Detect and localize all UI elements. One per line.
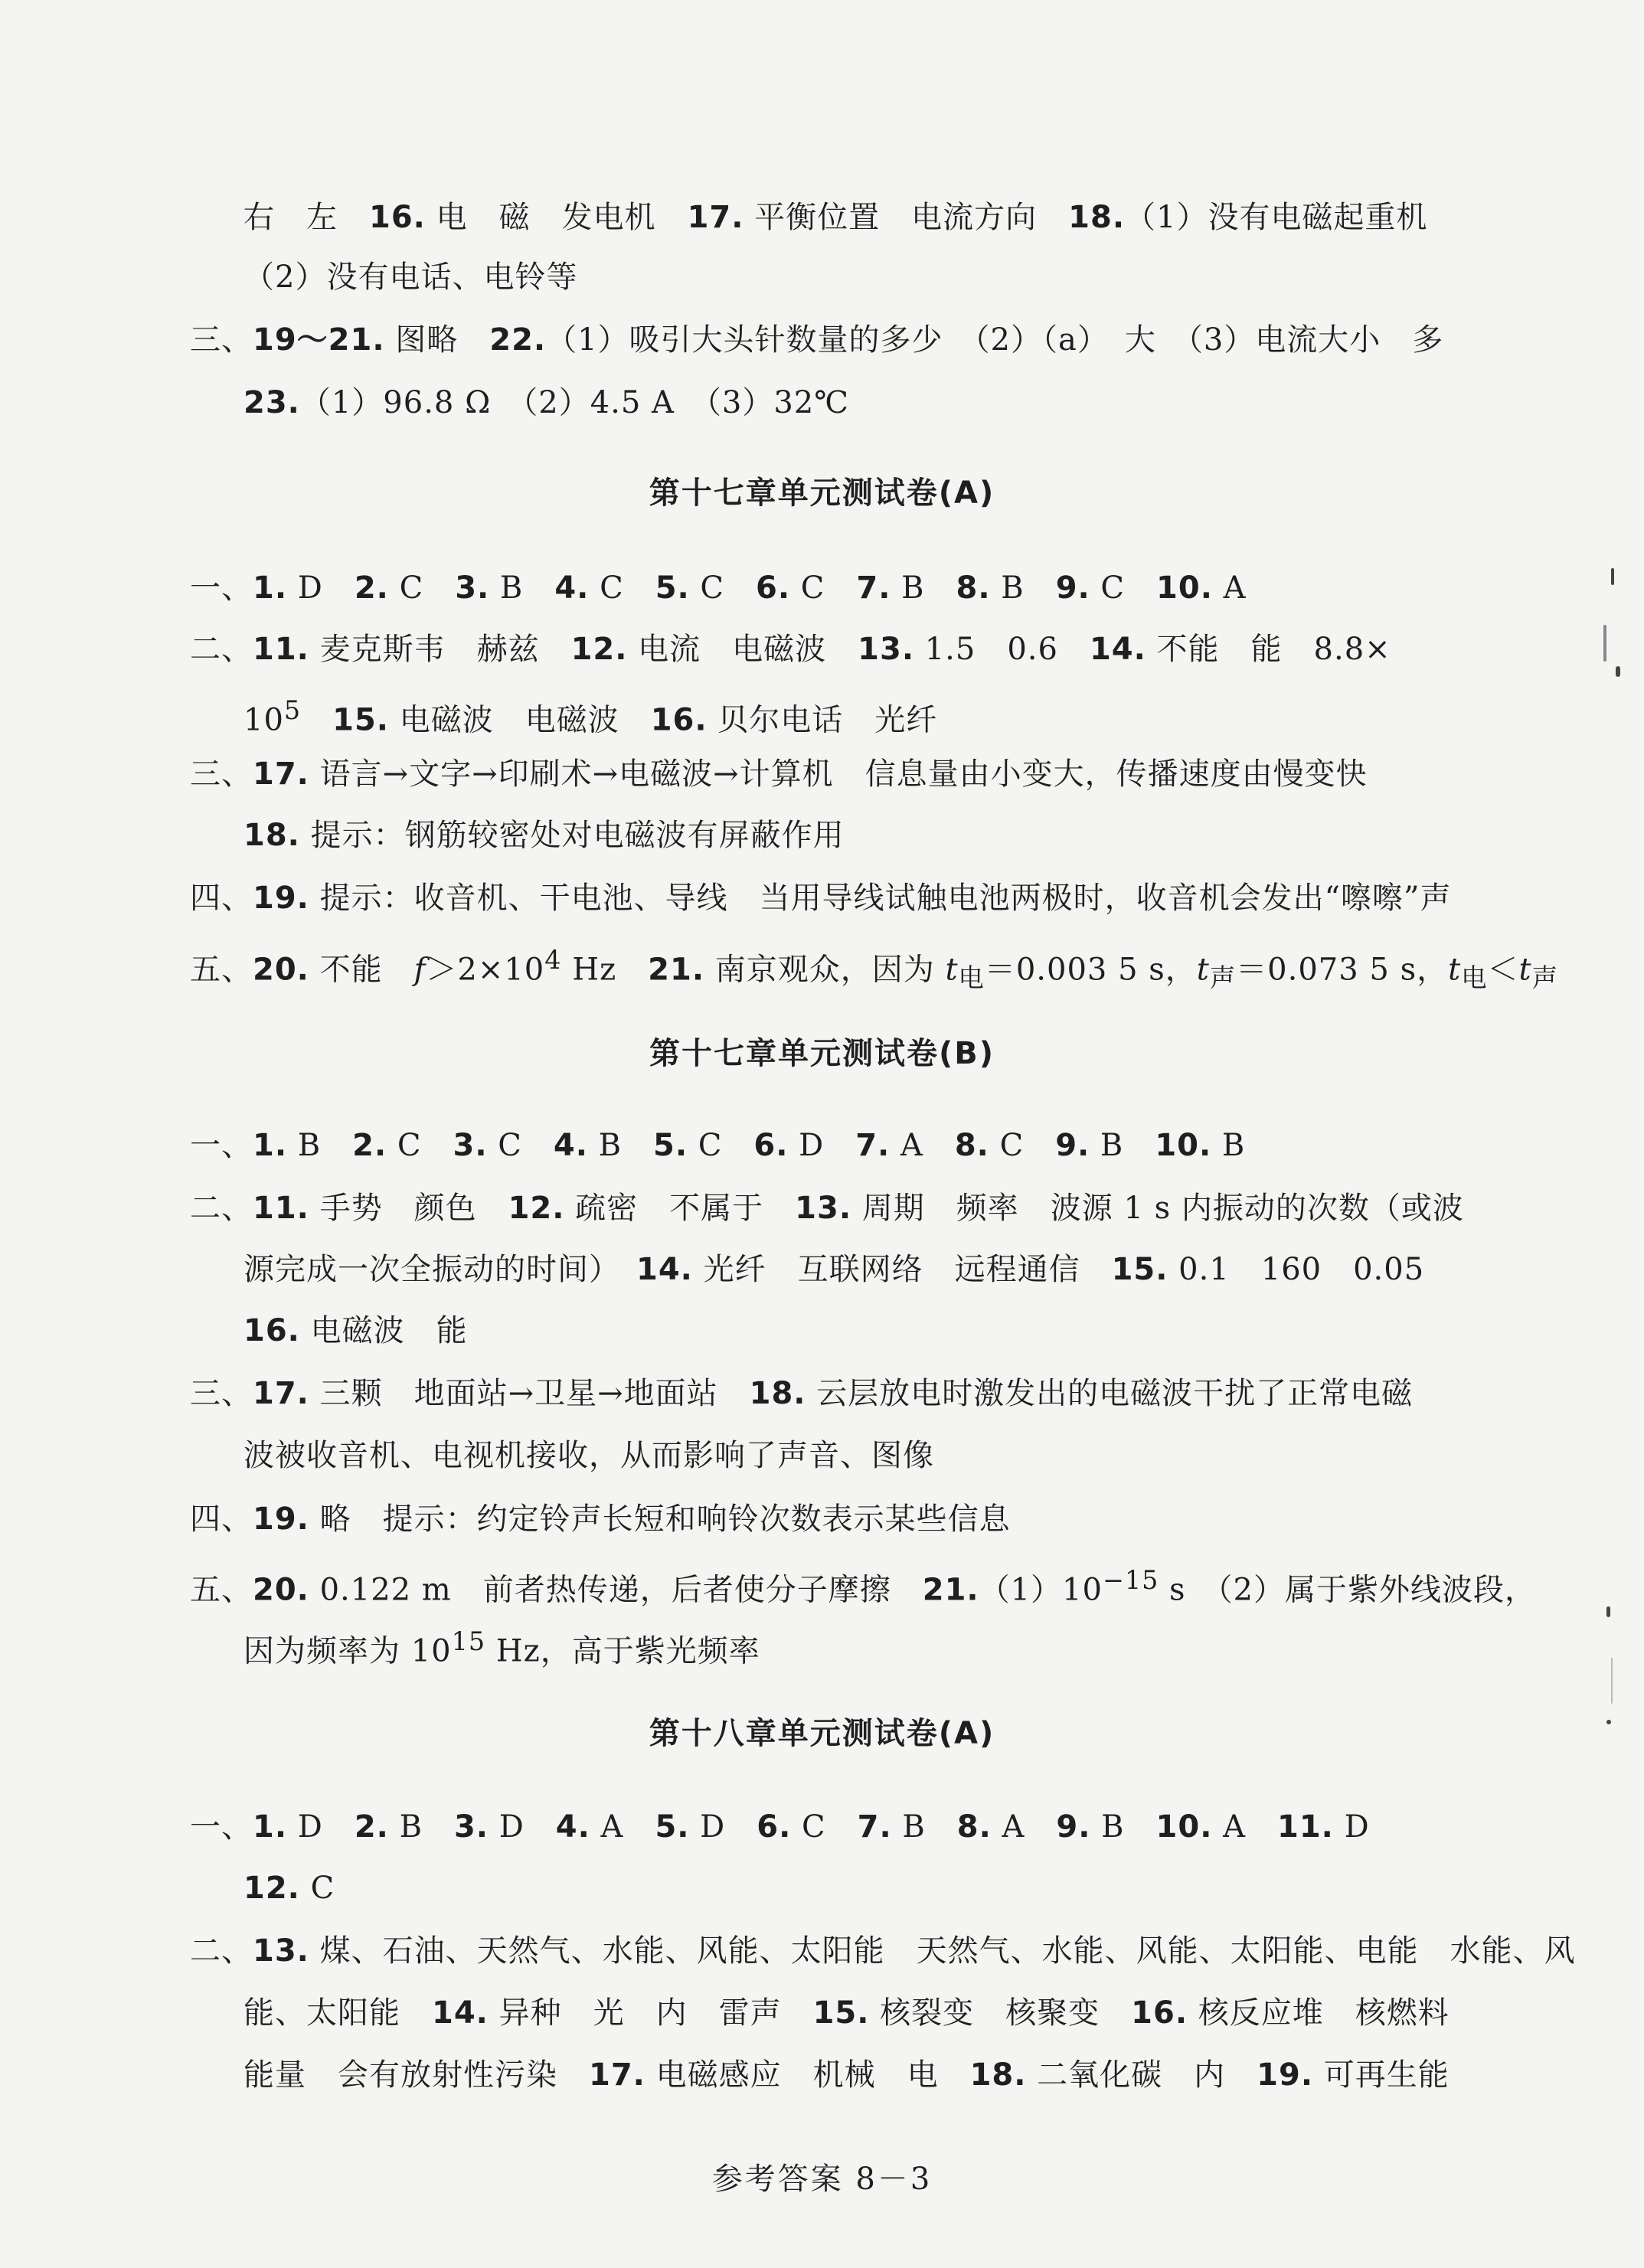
scan-mark bbox=[1603, 625, 1606, 662]
section-heading-ch18a: 第十八章单元测试卷(A) bbox=[649, 1716, 995, 1751]
scan-mark bbox=[1616, 666, 1620, 677]
answer-line: （2）没有电话、电铃等 bbox=[243, 260, 578, 295]
scan-mark bbox=[1606, 1606, 1610, 1617]
page-footer: 参考答案 8－3 bbox=[711, 2162, 933, 2197]
answer-line: 四、19. 提示：收音机、干电池、导线 当用导线试触电池两极时，收音机会发出“嚓嚓”声 bbox=[190, 881, 1452, 916]
answer-line: 能量 会有放射性污染 17. 电磁感应 机械 电 18. 二氧化碳 内 19. 可再生能 bbox=[243, 2057, 1450, 2093]
answer-line: 二、11. 麦克斯韦 赫兹 12. 电流 电磁波 13. 1.5 0.6 14. 不能 能 8.8× bbox=[190, 632, 1391, 667]
scan-mark bbox=[1611, 1658, 1613, 1704]
section-heading-ch17b: 第十七章单元测试卷(B) bbox=[649, 1036, 995, 1071]
scan-mark bbox=[1611, 568, 1614, 585]
answer-line: 16. 电磁波 能 bbox=[243, 1313, 468, 1348]
answer-line: 五、20. 0.122 m 前者热传递，后者使分子摩擦 $21.(1)10^{-15}$ s （2）属于紫外线波段， bbox=[190, 1565, 1536, 1608]
scan-mark bbox=[1606, 1720, 1611, 1724]
answer-line: 波被收音机、电视机接收，从而影响了声音、图像 bbox=[243, 1438, 934, 1473]
answer-line: 23.（1）96.8 Ω （2）4.5 A （3）32℃ bbox=[243, 385, 850, 420]
answer-line: 二、13. 煤、石油、天然气、水能、风能、太阳能 天然气、水能、风能、太阳能、电能 水能、风 bbox=[190, 1933, 1576, 1969]
answer-line: 源完成一次全振动的时间） 14. 光纤 互联网络 远程通信 15. 0.1 160 0.05 bbox=[243, 1252, 1425, 1287]
answer-line: 18. 提示：钢筋较密处对电磁波有屏蔽作用 bbox=[243, 818, 845, 853]
answer-line: 因为频率为 $10^{15}$ Hz，高于紫光频率 bbox=[243, 1626, 760, 1669]
section-heading-ch17a: 第十七章单元测试卷(A) bbox=[649, 475, 995, 511]
answer-line: 12. C bbox=[243, 1871, 335, 1906]
answer-line: $10^5$ 15. 电磁波 电磁波 16. 贝尔电话 光纤 bbox=[243, 695, 938, 738]
answer-line: 一、1. D 2. C 3. B 4. C 5. C 6. C 7. B 8. B 9. C 10. A bbox=[190, 570, 1247, 606]
answer-line: 三、17. 语言→文字→印刷术→电磁波→计算机 信息量由小变大，传播速度由慢变快 bbox=[190, 757, 1368, 792]
answer-line: 二、11. 手势 颜色 12. 疏密 不属于 13. 周期 频率 波源 1 s 内振动的次数（或波 bbox=[190, 1191, 1464, 1226]
answer-line: 一、1. D 2. B 3. D 4. A 5. D 6. C 7. B 8. A 9. B 10. A 11. D bbox=[190, 1809, 1370, 1845]
answer-line: 能、太阳能 14. 异种 光 内 雷声 15. 核裂变 核聚变 16. 核反应堆 核燃料 bbox=[243, 1995, 1450, 2031]
answer-line: 一、1. B 2. C 3. C 4. B 5. C 6. D 7. A 8. C 9. B 10. B bbox=[190, 1128, 1246, 1163]
answer-line: 三、19～21. 图略 22.（1）吸引大头针数量的多少 （2）（a） 大 （3）电流大小 多 bbox=[190, 322, 1444, 358]
answer-line: 四、19. 略 提示：约定铃声长短和响铃次数表示某些信息 bbox=[190, 1502, 1011, 1537]
answer-line: 三、17. 三颗 地面站→卫星→地面站 18. 云层放电时激发出的电磁波干扰了正常电磁 bbox=[190, 1376, 1414, 1411]
answer-line: 五、20. 不能 $f>2\times 10^4$ Hz 21. 南京观众，因为 $t_电=0.003$ 5 s，$t_声=0.073$ 5 s，$t_电<t_声$ bbox=[190, 945, 1558, 993]
answer-line: 右 左 16. 电 磁 发电机 17. 平衡位置 电流方向 18.（1）没有电磁起重机 bbox=[243, 200, 1428, 235]
